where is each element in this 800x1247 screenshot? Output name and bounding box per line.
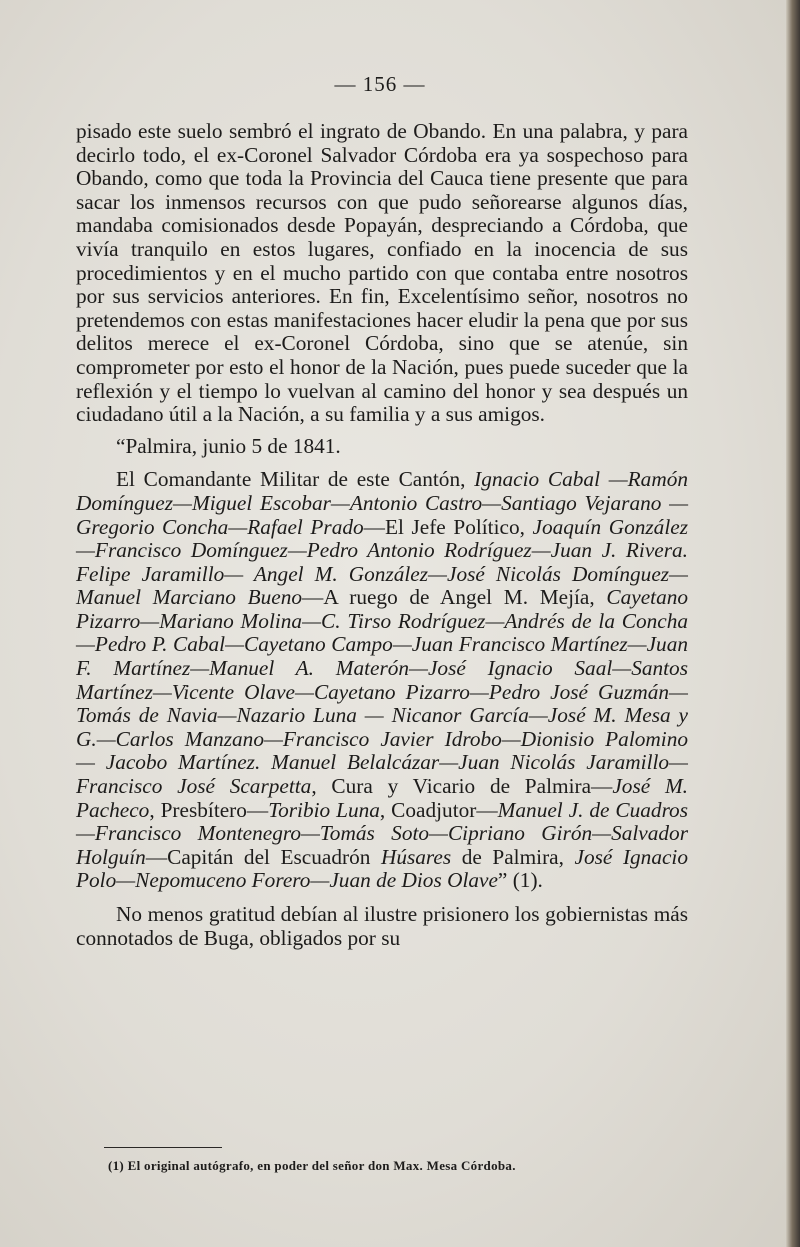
closing-paragraph: No menos gratitud debían al ilustre prisionero los gobiernistas más connotados de Buga, obligados por su <box>76 902 688 950</box>
signature-segment: —Capitán del Escuadrón <box>145 844 381 869</box>
footnote-divider <box>104 1147 222 1148</box>
signature-segment: —A ruego de Angel M. Mejía, <box>302 585 607 610</box>
signature-segment: Toribio Luna <box>268 797 380 822</box>
signature-segment: Cayetano Pizarro—Mariano Molina—C. Tirso Rodríguez—Andrés de la Concha—Pedro P. Cabal—Cayetano Campo—Juan Francisco Martínez—Juan F. Martínez—Manuel A. Materón—José Ignacio Saal—Santos Martínez—Vicente Olave—Cayetano Pizarro—Pedro José Guzmán—Tomás de Navia—Nazario Luna — Nicanor García—José M. Mesa y G.—Carlos Manzano—Francisco Javier Idrobo—Dionisio Palomino — Jacobo Martínez. Manuel Belalcázar—Juan Nicolás Jaramillo—Francisco José Scarpetta <box>76 585 689 799</box>
signature-segment: Húsares <box>380 844 452 869</box>
signature-segment: Ignacio Cabal —Ramón Domínguez—Miguel Escobar—Antonio Castro—Santiago Vejarano —Gregorio Concha—Rafael Prado <box>76 467 688 539</box>
signature-segment: Joaquín González—Francisco Domínguez—Pedro Antonio Rodríguez—Juan J. Rivera. Felipe Jaramillo— Angel M. González—José Nicolás Domínguez—Manuel Marciano Bueno <box>76 514 688 610</box>
signature-segment: José M. Pacheco <box>76 774 689 822</box>
signature-segment: , Coadjutor— <box>379 797 498 822</box>
signature-segment: —El Jefe Político, <box>363 514 533 539</box>
body-text <box>76 120 688 950</box>
page-edge <box>786 0 800 1247</box>
signature-segment: ” (1). <box>497 868 543 893</box>
footnote: (1) El original autógrafo, en poder del señor don Max. Mesa Córdoba. <box>108 1158 516 1173</box>
signatures-paragraph <box>76 468 688 893</box>
signature-segment: de Palmira, <box>451 844 575 869</box>
date-line: “Palmira, junio 5 de 1841. <box>116 433 341 458</box>
signature-segment: El Comandante Militar de este Cantón, <box>116 467 475 492</box>
signature-segment: , Cura y Vicario de Palmira— <box>311 774 613 799</box>
signature-segment: José Ignacio Polo—Nepomuceno Forero—Juan de Dios Olave <box>76 844 688 893</box>
page-number: — 156 — <box>334 72 426 96</box>
paragraph-main: pisado este suelo sembró el ingrato de Obando. En una palabra, y para decirlo todo, el ex-Coronel Salvador Córdoba era ya sospechoso para Obando, como que toda la Provincia del Cauca tiene presente que para sacar los inmensos recursos con que pudo señorearse algunos días, mandaba comisionados desde Popayán, despreciando a Córdoba, que vivía tranquilo en estos lugares, confiado en la inocencia de sus procedimientos y en el mucho partido con que contaba entre nosotros por sus servicios anteriores. En fin, Excelentísimo señor, nosotros no pretendemos con estas manifestaciones hacer eludir la pena que por sus delitos merece el ex-Coronel Córdoba, sino que se atenúe, sin comprometer por esto el honor de la Nación, pues puede suceder que la reflexión y el tiempo lo vuelvan al camino del honor y sea después un ciudadano útil a la Nación, a su familia y a sus amigos. <box>76 119 688 427</box>
signature-segment: Manuel J. de Cuadros—Francisco Montenegro—Tomás Soto—Cipriano Girón—Salvador Holguín <box>76 797 688 869</box>
signature-segment: , Presbítero— <box>149 797 269 822</box>
